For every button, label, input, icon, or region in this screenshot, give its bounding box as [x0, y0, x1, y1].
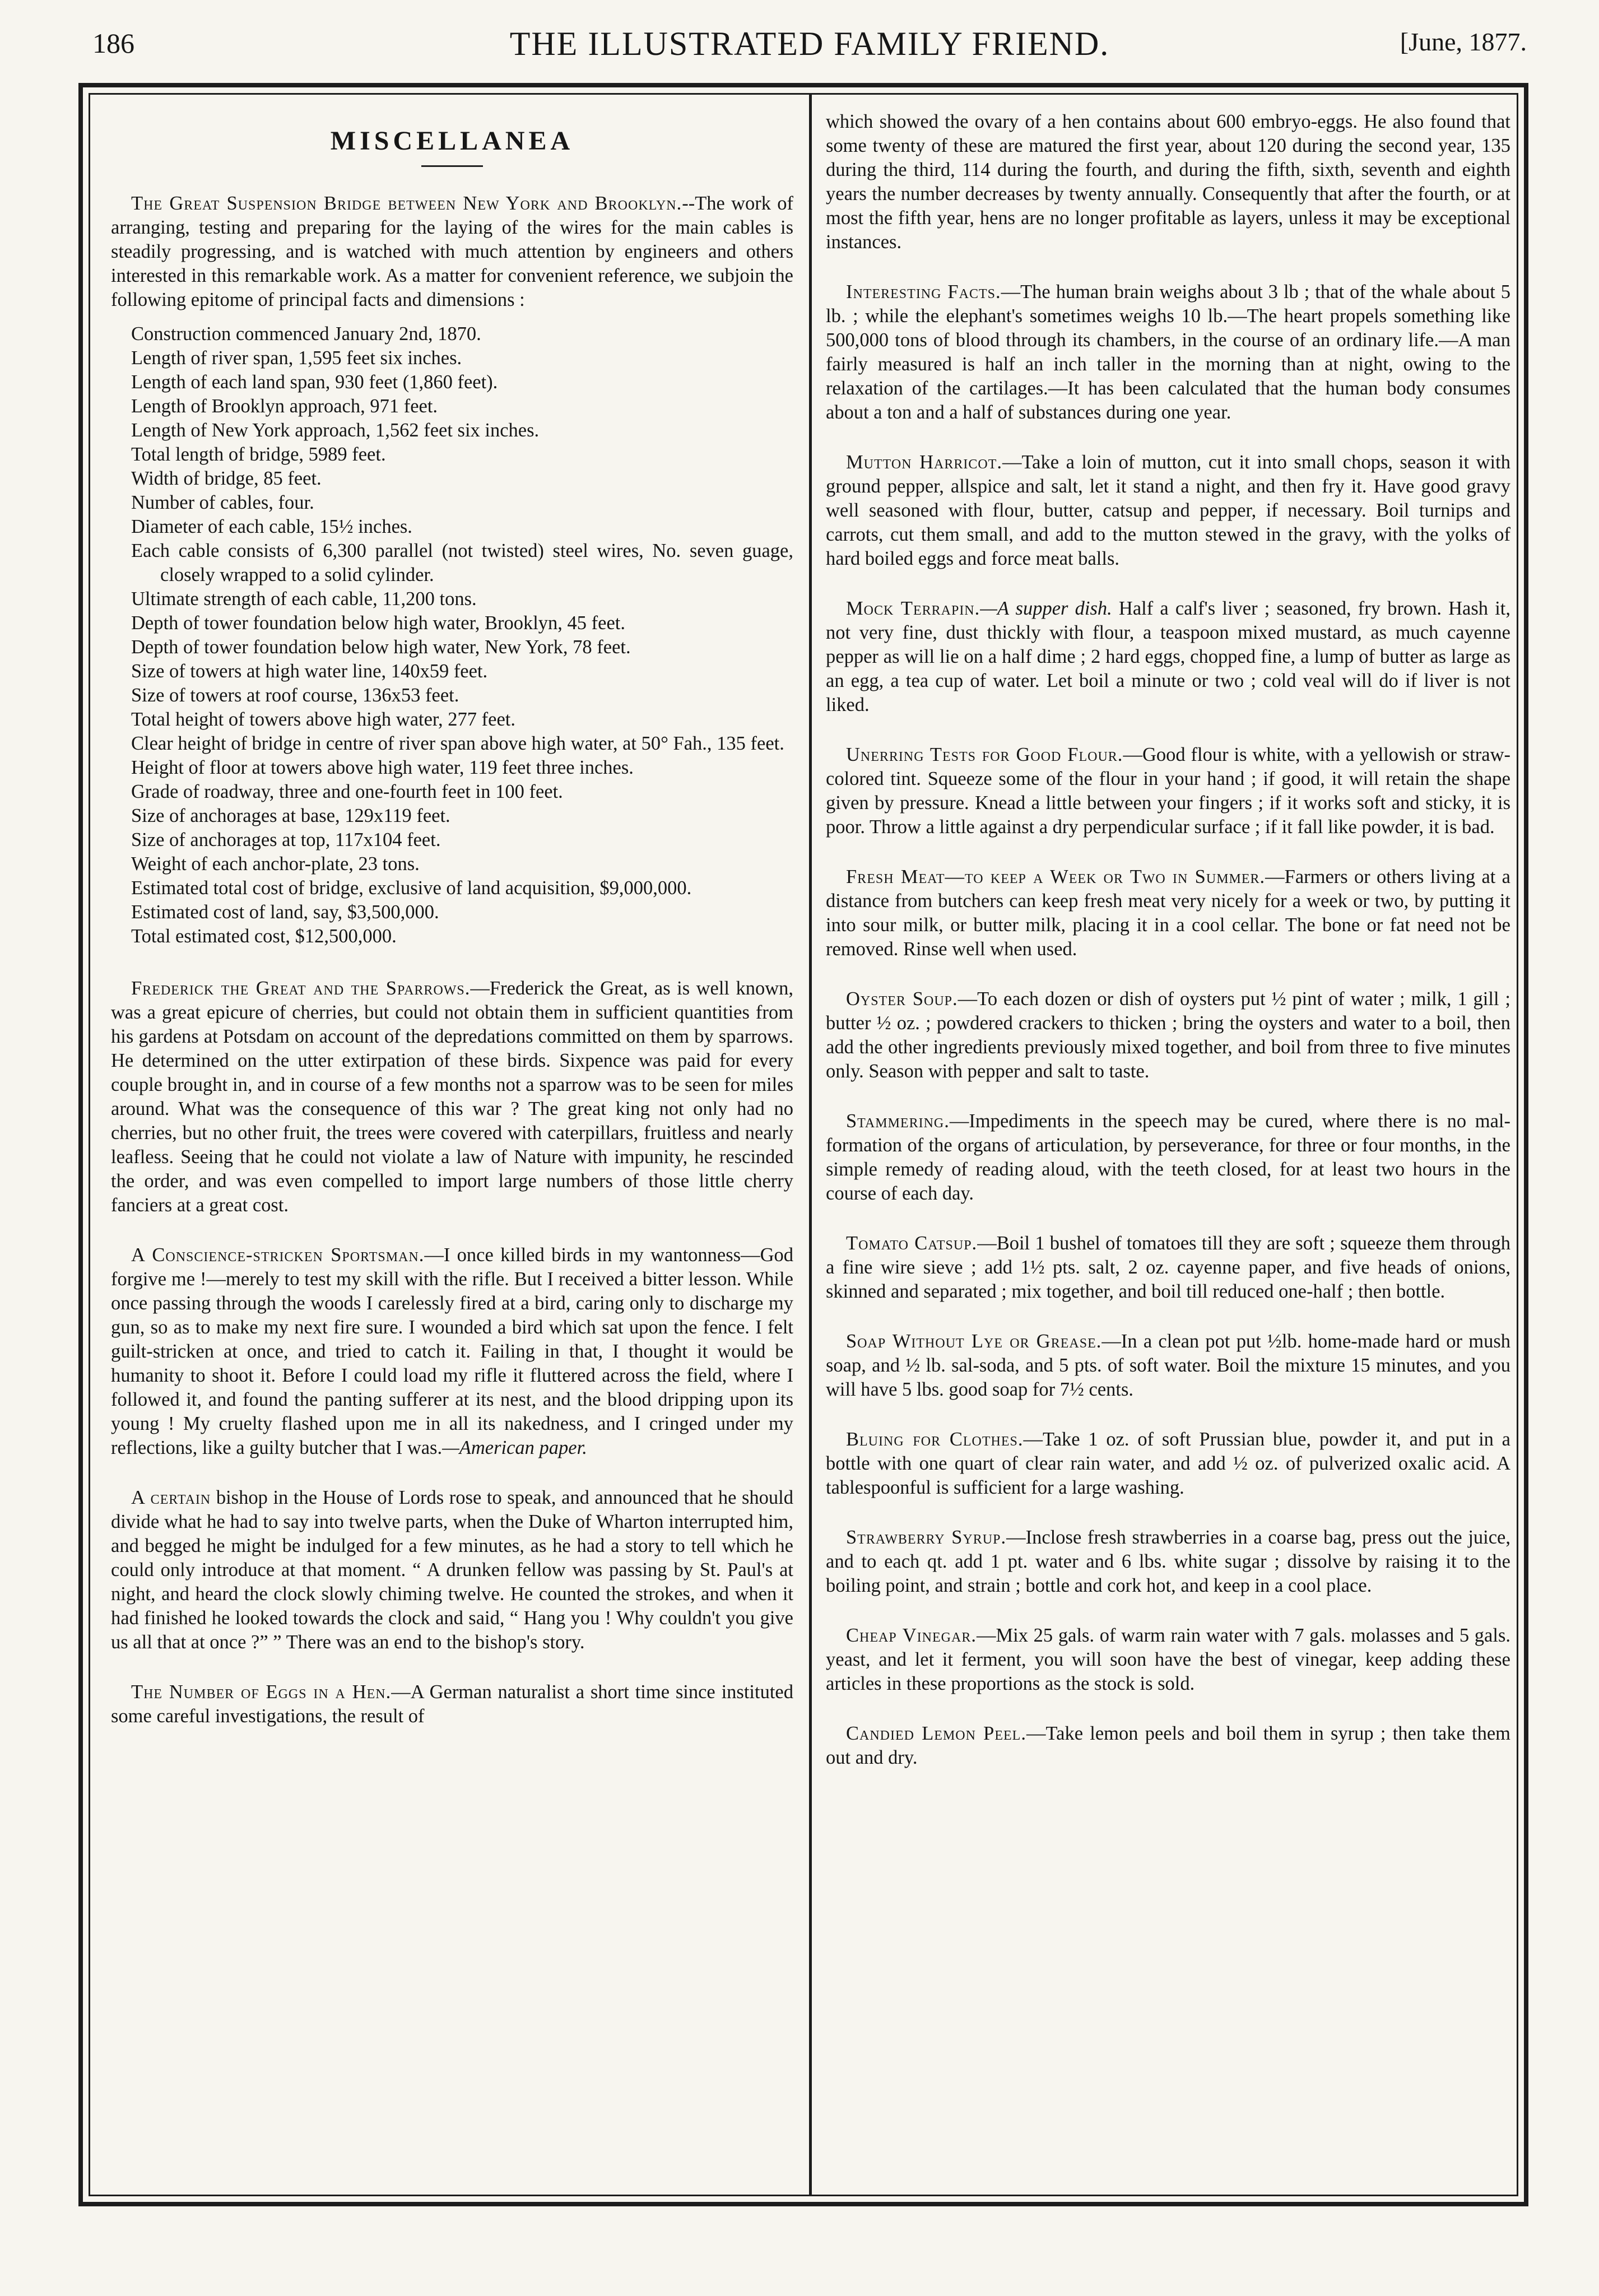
article-heading: Bluing for Clothes.	[846, 1429, 1024, 1450]
bridge-facts-list	[111, 322, 793, 949]
bridge-fact: Length of Brooklyn approach, 971 feet.	[131, 396, 438, 417]
page-number: 186	[92, 27, 134, 59]
article-mutton	[826, 450, 1510, 571]
article-bluing	[826, 1428, 1510, 1500]
article-heading: Soap Without Lye or Grease.	[846, 1331, 1102, 1352]
bridge-fact: Total length of bridge, 5989 feet.	[131, 444, 386, 465]
left-column	[111, 112, 793, 1728]
bridge-fact: Diameter of each cable, 15½ inches.	[131, 516, 412, 537]
article-fresh-meat	[826, 865, 1510, 961]
article-bridge	[111, 192, 793, 312]
article-flour	[826, 743, 1510, 839]
article-eggs	[111, 1680, 793, 1728]
bridge-fact: Size of anchorages at top, 117x104 feet.	[131, 829, 441, 850]
article-body: —To each dozen or dish of oysters put ½ pint of water ; milk, 1 gill ; butter ½ oz. ; powdered crackers to thicken ; bring the oysters and water to a boil, then add the other ingredients previously mixed together, and boil from three to five minutes only. Season with pepper and salt to taste.	[826, 988, 1511, 1082]
column-divider	[809, 93, 812, 2196]
bridge-fact: Number of cables, four.	[131, 492, 314, 513]
issue-date: [June, 1877.	[1400, 27, 1527, 56]
article-heading: Interesting Facts.	[846, 281, 1001, 303]
article-tomato-catsup	[826, 1231, 1510, 1304]
bridge-fact: Weight of each anchor-plate, 23 tons.	[131, 853, 420, 875]
article-body: —Boil 1 bushel of tomatoes till they are soft ; squeeze them through a fine wire sieve ; add 1½ pts. salt, 2 oz. cayenne paper, and five heads of onions, skinned and separated ; mix together, and boil till reduced one-half ; then bottle.	[826, 1233, 1510, 1302]
bridge-fact: Depth of tower foundation below high water, New York, 78 feet.	[131, 636, 631, 658]
bridge-fact: Length of river span, 1,595 feet six inches.	[131, 347, 462, 369]
article-soap	[826, 1330, 1510, 1402]
article-oyster-soup	[826, 987, 1510, 1084]
article-heading: Mock Terrapin.	[846, 598, 980, 619]
article-body: —The human brain weighs about 3 lb ; that of the whale about 5 lb. ; while the elephant's sometimes weighs 10 lb.—The heart propels something like 500,000 tons of blood through its chambers, in the course of an ordinary life.—A man fairly measured is half an inch taller in the morning than at night, owing to the relaxation of the cartilages.—It has been calculated that the human body consumes about a ton and a half of substances during one year.	[826, 281, 1511, 423]
article-sportsman	[111, 1243, 793, 1460]
article-body: —Impediments in the speech may be cured, where there is no mal-formation of the organs of articulation, by perseverance, for three or four months, in the simple remedy of reading aloud, with the teeth closed, for at least two hours in the course of each day.	[826, 1110, 1510, 1204]
article-lead: A certain	[131, 1487, 211, 1508]
article-body: --The work of arranging, testing and preparing for the laying of the wires for the main cables is steadily progressing, and is watched with much attention by engineers and others interested in this remarkable work. As a matter for convenient reference, we subjoin the following epitome of principal facts and dimensions :	[111, 193, 793, 310]
article-heading: Unerring Tests for Good Flour.	[846, 744, 1123, 765]
bridge-fact: Ultimate strength of each cable, 11,200 tons.	[131, 588, 477, 610]
article-heading: The Number of Eggs in a Hen.	[131, 1681, 392, 1703]
article-body: Half a calf's liver ; seasoned, fry brown. Hash it, not very fine, dust thickly with flour, a teaspoon mixed mustard, as much cayenne pepper as will lie on a half dime ; 2 hard eggs, chopped fine, a lump of butter as large as an egg, a tea cup of water. Let boil a minute or two ; cold veal will do if liver is not liked.	[826, 598, 1510, 715]
article-body: —Inclose fresh strawberries in a coarse bag, press out the juice, and to each qt. add 1 pt. water and 6 lbs. white sugar ; dissolve by raising it to the boiling point, and strain ; bottle and cork hot, and keep in a cool place.	[826, 1527, 1510, 1596]
bridge-fact: Clear height of bridge in centre of river span above high water, at 50° Fah., 135 feet.	[131, 733, 784, 754]
article-vinegar	[826, 1624, 1510, 1696]
article-heading: Stammering.	[846, 1110, 950, 1132]
bridge-fact: Length of each land span, 930 feet (1,860 feet).	[131, 371, 498, 393]
article-heading: Oyster Soup.	[846, 988, 958, 1010]
article-body: —In a clean pot put ½lb. home-made hard or mush soap, and ½ lb. sal-soda, and 5 pts. of soft water. Boil the mixture 15 minutes, and you will have 5 lbs. good soap for 7½ cents.	[826, 1331, 1510, 1400]
article-eggs-continued: which showed the ovary of a hen contains about 600 embryo-eggs. He also found that some twenty of these are matured the first year, about 120 during the second year, 135 during the third, 114 during the fourth, and during the fifth, sixth, seventh and eighth years the number decreases by twenty annually. Consequently that after the fourth, or at most the fifth year, hens are no longer profitable as layers, unless it may be exceptional instances.	[826, 111, 1510, 253]
article-body: —I once killed birds in my wantonness—God forgive me !—merely to test my skill with the rifle. But I received a bitter lesson. While once passing through the woods I carelessly fired at a bird, caring only to discharge my gun, so as to make my next fire sure. I wounded a bird which sat upon the fence. I felt guilt-stricken at once, and tried to catch it. Failing in that, I thought it would be humanity to shoot it. Before I could load my rifle it fluttered across the field, where I followed it, and found the panting sufferer at its nest, and the blood dripping upon its young ! My cruelty flashed upon me in all its nakedness, and I cringed under my reflections, like a guilty butcher that I was.	[111, 1244, 794, 1458]
article-body: —A German naturalist a short time since instituted some careful investigations, the result of	[111, 1681, 793, 1727]
article-body: bishop in the House of Lords rose to speak, and announced that he should divide what he had to say into twelve parts, when the Duke of Wharton interrupted him, and begged he might be indulged for a few minutes, as he had a story to tell which he could only introduce at that moment. “ A drunken fellow was passing by St. Paul's at night, and heard the clock slowly chiming twelve. He counted the strokes, and when it had finished he looked towards the clock and said, “ Hang you ! Why couldn't you give us all that at once ?” ” There was an end to the bishop's story.	[111, 1487, 793, 1653]
bridge-fact: Width of bridge, 85 feet.	[131, 468, 322, 489]
article-body: —Frederick the Great, as is well known, was a great epicure of cherries, but could not obtain them in sufficient quantities from his gardens at Potsdam on account of the depredations committed on them by sparrows. He determined on the utter extirpation of these birds. Sixpence was paid for every couple brought in, and in course of a few months not a sparrow was to be seen for miles around. What was the consequence of this war ? The great king not only had no cherries, but no other fruit, the trees were covered with caterpillars, fruitless and nearly leafless. Seeing that he could not violate a law of Nature with impunity, he rescinded the order, and was even compelled to import large numbers of those little cherry fanciers at a great cost.	[111, 978, 793, 1216]
article-heading: Tomato Catsup.	[846, 1233, 978, 1254]
bridge-fact: Size of towers at high water line, 140x59 feet.	[131, 661, 488, 682]
title-rule	[421, 165, 483, 167]
article-subtitle: —A supper dish.	[980, 598, 1112, 619]
article-heading: The Great Suspension Bridge between New York and Brooklyn.	[131, 193, 682, 214]
article-body: —Good flour is white, with a yellowish or straw-colored tint. Squeeze some of the flour in your hand ; if good, it will retain the shape given by pressure. Knead a little between your fingers ; if it works soft and sticky, it is poor. Throw a little against a dry perpendicular surface ; if it fall like powder, it is bad.	[826, 744, 1510, 838]
bridge-fact: Total height of towers above high water, 277 feet.	[131, 709, 515, 730]
bridge-fact: Construction commenced January 2nd, 1870.	[131, 323, 481, 345]
article-interesting-facts	[826, 280, 1510, 425]
journal-title: THE ILLUSTRATED FAMILY FRIEND.	[509, 25, 1110, 62]
article-body: —Take lemon peels and boil them in syrup ; then take them out and dry.	[826, 1723, 1510, 1768]
bridge-fact: Each cable consists of 6,300 parallel (not twisted) steel wires, No. seven guage, closely wrapped to a solid cylinder.	[131, 540, 793, 585]
article-heading: Strawberry Syrup.	[846, 1527, 1007, 1548]
article-terrapin	[826, 597, 1510, 717]
bridge-fact: Length of New York approach, 1,562 feet six inches.	[131, 420, 540, 441]
bridge-fact: Estimated cost of land, say, $3,500,000.	[131, 901, 439, 923]
article-lemon-peel	[826, 1722, 1510, 1770]
article-sparrows	[111, 977, 793, 1217]
bridge-fact: Estimated total cost of bridge, exclusive of land acquisition, $9,000,000.	[131, 877, 692, 899]
article-heading: Fresh Meat—to keep a Week or Two in Summer.	[846, 866, 1266, 887]
article-bishop	[111, 1486, 793, 1654]
article-strawberry-syrup	[826, 1526, 1510, 1598]
article-heading: A Conscience-stricken Sportsman.	[131, 1244, 425, 1266]
article-heading: Candied Lemon Peel.	[846, 1723, 1026, 1744]
article-heading: Mutton Harricot.	[846, 452, 1002, 473]
article-body: —Mix 25 gals. of warm rain water with 7 gals. molasses and 5 gals. yeast, and let it ferment, you will soon have the best of vinegar, keep adding these articles in these proportions as the stock is sold.	[826, 1625, 1510, 1694]
article-body: —Farmers or others living at a distance from butchers can keep fresh meat very nicely for a week or two, by putting it into sour milk, or butter milk, placing it in a cool cellar. The bone or fat need not be removed. Rinse well when used.	[826, 866, 1510, 960]
page-header	[92, 21, 1527, 72]
bridge-fact: Size of anchorages at base, 129x119 feet.	[131, 805, 450, 826]
bridge-fact: Height of floor at towers above high water, 119 feet three inches.	[131, 757, 634, 778]
right-column	[826, 110, 1510, 1770]
article-heading: Cheap Vinegar.	[846, 1625, 977, 1646]
article-body: —Take a loin of mutton, cut it into small chops, season it with ground pepper, allspice and salt, let it stand a night, and then fry it. Have good gravy well seasoned with flour, butter, catsup and pepper, if necessary. Boil turnips and carrots, cut them small, and add to the mutton stewed in the gravy, with the yolks of hard boiled eggs and force meat balls.	[826, 452, 1510, 569]
article-stammering	[826, 1109, 1510, 1206]
section-title: MISCELLANEA	[330, 126, 574, 156]
bridge-fact: Grade of roadway, three and one-fourth feet in 100 feet.	[131, 781, 563, 802]
bridge-fact: Depth of tower foundation below high water, Brooklyn, 45 feet.	[131, 612, 625, 634]
article-heading: Frederick the Great and the Sparrows.	[131, 978, 471, 999]
article-source: —American paper.	[442, 1437, 587, 1458]
bridge-fact: Size of towers at roof course, 136x53 feet.	[131, 685, 459, 706]
article-body: —Take 1 oz. of soft Prussian blue, powder it, and put in a bottle with one quart of clear rain water, and add ½ oz. of pulverized oxalic acid. A tablespoonful is sufficient for a large washing.	[826, 1429, 1510, 1498]
bridge-fact: Total estimated cost, $12,500,000.	[131, 926, 397, 947]
